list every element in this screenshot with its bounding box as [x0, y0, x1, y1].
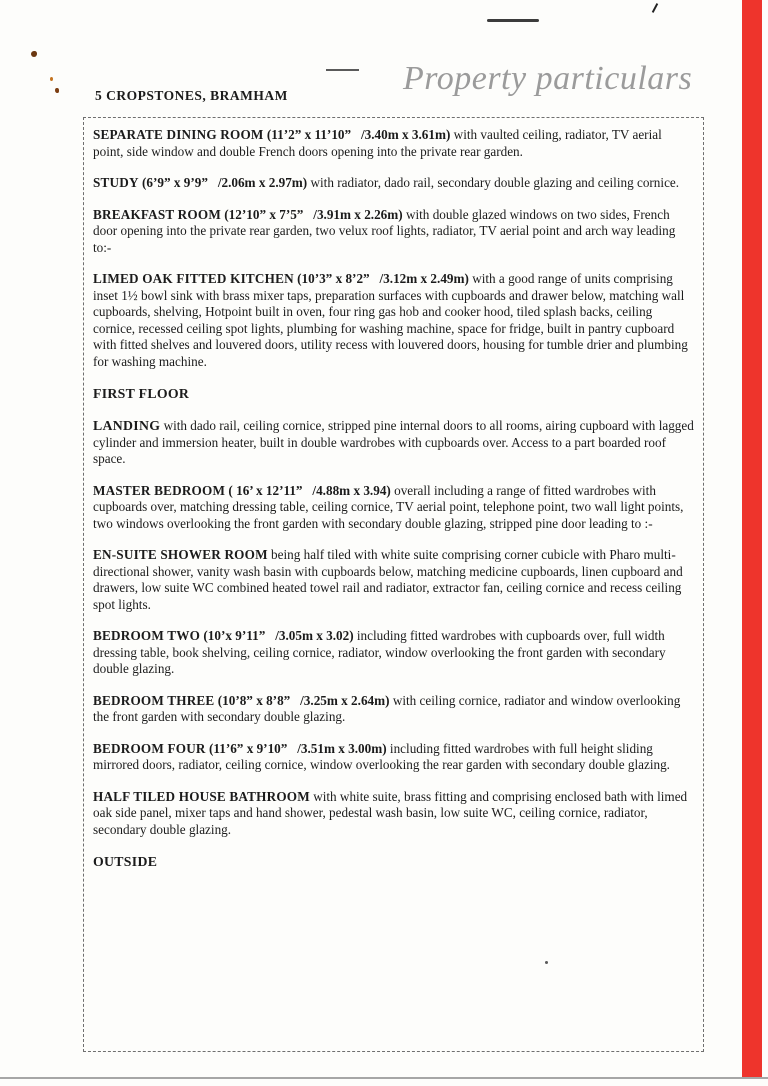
- room-paragraph-kitchen: [93, 271, 694, 370]
- room-paragraph-bedroom-two: [93, 628, 694, 678]
- scan-speck: [50, 77, 53, 81]
- room-paragraph-landing: [93, 418, 694, 468]
- room-name: EN-SUITE SHOWER ROOM: [93, 547, 268, 562]
- room-name: STUDY: [93, 175, 139, 190]
- room-name: BEDROOM THREE: [93, 692, 215, 708]
- room-dimensions: (11’6” x 9’10” /3.51m x 3.00m): [208, 740, 387, 756]
- floor-heading-first-floor: [93, 385, 694, 403]
- room-paragraph-breakfast-room: [93, 207, 694, 257]
- pen-tick-mark: [652, 3, 658, 13]
- room-dimensions: ( 16’ x 12’11” /4.88m x 3.94): [228, 482, 391, 498]
- room-description: being half tiled with white suite comprising corner cubicle with Pharo multi-directional shower, vanity wash basin with cupboards below, matching medicine cupboards, linen cupboard and drawers, low suite WC combined heated towel rail and radiator, extractor fan, ceiling cornice and recess ceiling spot lights.: [93, 547, 683, 612]
- room-description: overall including a range of fitted wardrobes with cupboards over, matching dressing table, ceiling cornice, TV aerial point, telephone point, two wall light points, two windows overlooking the front garden with secondary double glazing, stripped pine door leading to :-: [93, 482, 684, 531]
- room-description: with ceiling cornice, radiator and window overlooking the front garden with secondary double glazing.: [93, 692, 681, 724]
- pen-dash-mark: [326, 69, 359, 71]
- scan-speck: [31, 51, 37, 57]
- room-name: HALF TILED HOUSE BATHROOM: [93, 788, 310, 804]
- room-paragraph-bedroom-three: [93, 693, 694, 726]
- room-dimensions: (12’10” x 7’5” /3.91m x 2.26m): [224, 206, 403, 222]
- pen-dash-mark: [487, 19, 539, 22]
- room-paragraph-dining-room: [93, 127, 694, 160]
- page-bottom-rule: [0, 1077, 768, 1079]
- room-name: LANDING: [93, 418, 161, 433]
- room-description: with double glazed windows on two sides, French door opening into the private rear garden, two velux roof lights, radiator, TV aerial point and arch way leading to:-: [93, 206, 676, 255]
- page-edge-red-stripe: [742, 0, 762, 1078]
- page-title: Property particulars: [403, 60, 693, 97]
- room-name: BREAKFAST ROOM: [93, 206, 221, 222]
- room-description: with a good range of units comprising inset 1½ bowl sink with brass mixer taps, preparation surfaces with cupboards and drawer below, matching wall cupboards, shelving, Hotpoint built in oven, four ring gas hob and cooker hood, tiled splash backs, ceiling cornice, recessed ceiling spot lights, plumbing for washing machine, space for fridge, built in pantry cupboard with fitted shelves and louvered doors, utility recess with louvered doors, housing for tumble drier and plumbing for washing machine.: [93, 271, 688, 369]
- room-description: with vaulted ceiling, radiator, TV aerial point, side window and double French doors opening into the private rear garden.: [93, 127, 662, 159]
- room-name: SEPARATE DINING ROOM: [93, 127, 264, 142]
- room-dimensions: (11’2” x 11’10” /3.40m x 3.61m): [266, 127, 451, 142]
- room-description: with white suite, brass fitting and comprising enclosed bath with limed oak side panel, mixer taps and hand shower, pedestal wash basin, low suite WC, ceiling cornice, radiator, secondary double glazing.: [93, 788, 688, 837]
- room-paragraph-master-bedroom: [93, 483, 694, 533]
- room-paragraph-study: [93, 175, 694, 192]
- room-description: including fitted wardrobes with cupboards over, full width dressing table, book shelving, ceiling cornice, radiator, window overlooking the front garden with secondary double glazing.: [93, 628, 666, 676]
- room-paragraph-bathroom: [93, 789, 694, 839]
- floor-heading-label: FIRST FLOOR: [93, 386, 190, 401]
- floor-heading-label: OUTSIDE: [93, 854, 158, 869]
- room-paragraph-bedroom-four: [93, 741, 694, 774]
- room-dimensions: (10’3” x 8’2” /3.12m x 2.49m): [297, 271, 469, 286]
- room-name: BEDROOM FOUR: [93, 740, 206, 756]
- room-paragraph-ensuite: [93, 547, 694, 613]
- scan-speck: [55, 88, 59, 93]
- property-address-heading: 5 CROPSTONES, BRAMHAM: [95, 88, 288, 103]
- room-dimensions: (10’8” x 8’8” /3.25m x 2.64m): [217, 692, 390, 708]
- room-description: with dado rail, ceiling cornice, stripped pine internal doors to all rooms, airing cupboard with lagged cylinder and immersion heater, built in double wardrobes with cupboards over. Access to a part boarded roof space.: [93, 418, 694, 466]
- room-name: MASTER BEDROOM: [93, 482, 226, 498]
- room-name: LIMED OAK FITTED KITCHEN: [93, 271, 294, 286]
- particulars-box: [83, 117, 704, 1052]
- room-dimensions: (10’x 9’11” /3.05m x 3.02): [203, 628, 354, 643]
- room-name: BEDROOM TWO: [93, 628, 201, 643]
- room-description: with radiator, dado rail, secondary double glazing and ceiling cornice.: [310, 175, 680, 190]
- room-dimensions: (6’9” x 9’9” /2.06m x 2.97m): [142, 175, 308, 190]
- floor-heading-outside: [93, 853, 694, 871]
- room-description: including fitted wardrobes with full height sliding mirrored doors, radiator, ceiling cornice, window overlooking the rear garden with secondary double glazing.: [93, 740, 670, 772]
